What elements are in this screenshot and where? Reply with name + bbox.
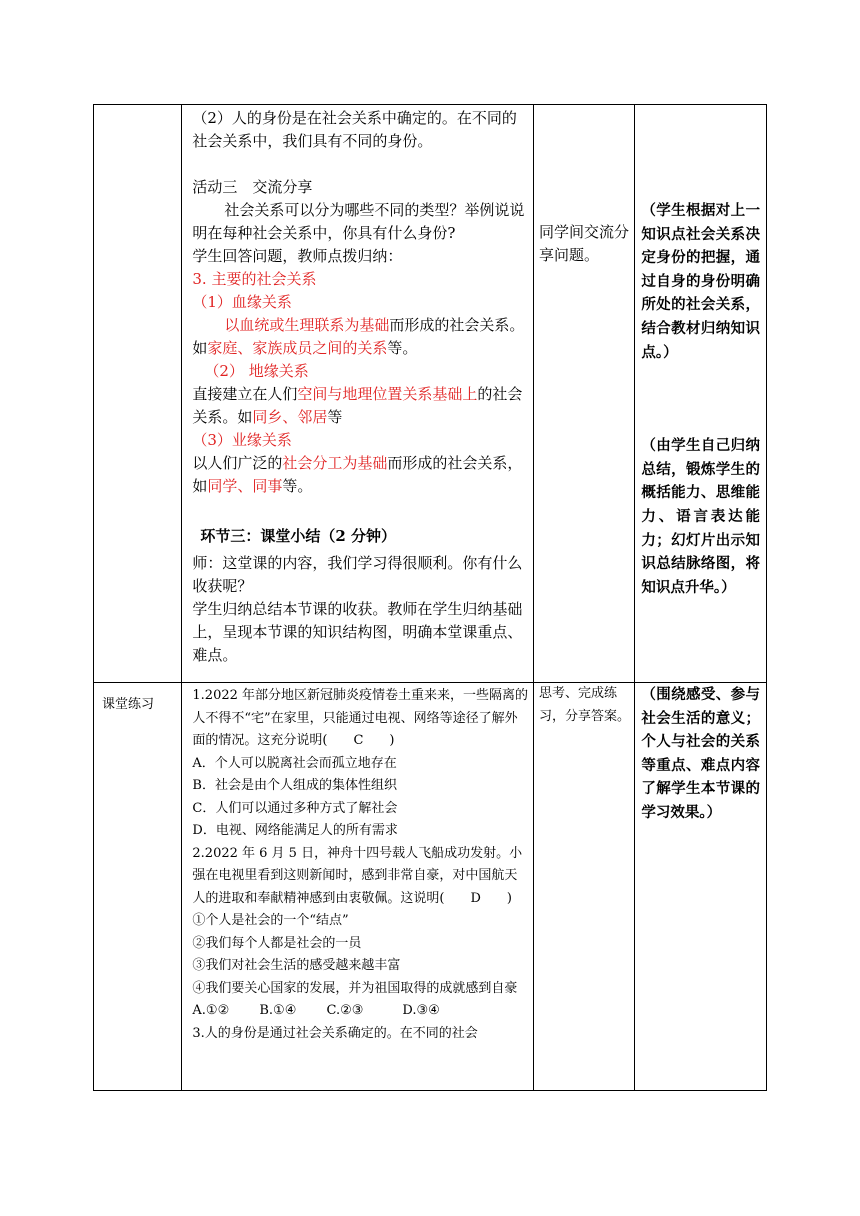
blood-relation-title: （1）血缘关系 [192, 293, 292, 311]
question-1-option-b: B．社会是由个人组成的集体性组织 [192, 778, 397, 793]
work-relation-title: （3）业缘关系 [192, 431, 292, 449]
student-answer-line: 学生回答问题，教师点拨归纳： [192, 247, 403, 265]
question-1-option-a: A．个人可以脱离社会而孤立地存在 [192, 755, 397, 771]
identity-point: （2）人的身份是在社会关系中确定的。在不同的社会关系中，我们具有不同的身份。 [192, 109, 517, 150]
relations-heading: 3. 主要的社会关系 [192, 270, 317, 288]
question-2-stem: 2.2022 年 6 月 5 日，神舟十四号载人飞船成功发射。小强在电视里看到这则新闻时，感到非常自豪，对中国航天人的进取和奉献精神感到由衷敬佩。这说明( D ) [192, 845, 523, 906]
practice-intent-cell [635, 683, 767, 1091]
question-2-item-1: ①个人是社会的一个“结点” [192, 913, 349, 928]
question-1-option-c: C．人们可以通过多种方式了解社会 [192, 800, 398, 816]
practice-content-cell [182, 683, 534, 1091]
design-intent-2: （由学生自己归纳总结，锻炼学生的概括能力、思维能力、语言表达能力；幻灯片出示知识总结脉络图，将知识点升华。） [641, 437, 760, 596]
student-activity-text: 同学间交流分享问题。 [538, 223, 629, 264]
activity-title: 活动三 交流分享 [192, 178, 313, 196]
work-relation-text [192, 452, 529, 498]
practice-activity-text: 思考、完成练习，分享答案。 [538, 686, 630, 724]
question-2-options: A.①② B.①④ C.②③ D.③④ [192, 1003, 440, 1018]
question-2-item-4: ④我们要关心国家的发展，并为祖国取得的成就感到自豪 [192, 980, 518, 996]
lesson-plan-table [93, 104, 767, 1091]
question-1-option-d: D．电视、网络能满足人的所有需求 [192, 823, 398, 838]
geo-basis: 空间与地理位置关系基础上 [297, 385, 478, 403]
practice-intent-text: （围绕感受、参与社会生活的意义；个人与社会的关系等重点、难点内容了解学生本节课的学习效果。） [641, 686, 760, 821]
blood-text2: 等。 [387, 339, 418, 357]
teacher-question: 师：这堂课的内容，我们学习得很顺利。你有什么收获呢？ [192, 554, 523, 595]
design-intent-cell [635, 105, 767, 683]
work-example: 同学、同事 [207, 477, 283, 495]
blood-text1: 而形成的社会关系。如 [192, 316, 525, 357]
work-text3: 等。 [282, 477, 313, 495]
design-intent-1: （学生根据对上一知识点社会关系决定身份的把握，通过自身的身份明确所处的社会关系，结合教材归纳知识点。） [641, 202, 760, 361]
activity-question: 社会关系可以分为哪些不同的类型？举例说说明在每种社会关系中，你具有什么身份? [192, 201, 525, 242]
geo-text2: 的社会关系。如 [192, 385, 523, 426]
blood-relation-text [192, 314, 529, 360]
practice-label: 课堂练习 [94, 683, 182, 1091]
practice-activity-cell [533, 683, 634, 1091]
summary-text: 学生归纳总结本节课的收获。教师在学生归纳基础上，呈现本节课的知识结构图，明确本堂课重点、难点。 [192, 600, 523, 664]
question-2-item-2: ②我们每个人都是社会的一员 [192, 935, 362, 951]
blood-example: 家庭、家族成员之间的关系 [207, 339, 388, 357]
table-row [94, 683, 767, 1091]
empty-label-cell [94, 105, 182, 683]
work-text2: 而形成的社会关系，如 [192, 454, 523, 495]
geo-relation-text [192, 383, 529, 429]
student-activity-cell [533, 105, 634, 683]
blood-basis: 以血统或生理联系为基础 [224, 316, 390, 334]
geo-text1: 直接建立在人们 [192, 385, 298, 403]
work-basis: 社会分工为基础 [282, 454, 388, 472]
table-row [94, 105, 767, 683]
geo-relation-title: （2） 地缘关系 [204, 362, 309, 380]
geo-text3: 等 [327, 408, 343, 426]
content-cell [182, 105, 534, 683]
question-3-stem: 3.人的身份是通过社会关系确定的。在不同的社会 [192, 1025, 478, 1041]
work-text1: 以人们广泛的 [192, 454, 283, 472]
question-1-stem: 1.2022 年部分地区新冠肺炎疫情卷土重来来，一些隔离的人不得不“宅”在家里，只能通过电视、网络等途径了解外面的情况。这充分说明( C ) [192, 688, 529, 748]
question-2-item-3: ③我们对社会生活的感受越来越丰富 [192, 958, 401, 973]
geo-example: 同乡、邻居 [252, 408, 328, 426]
section-title: 环节三：课堂小结（2 分钟） [200, 527, 397, 545]
